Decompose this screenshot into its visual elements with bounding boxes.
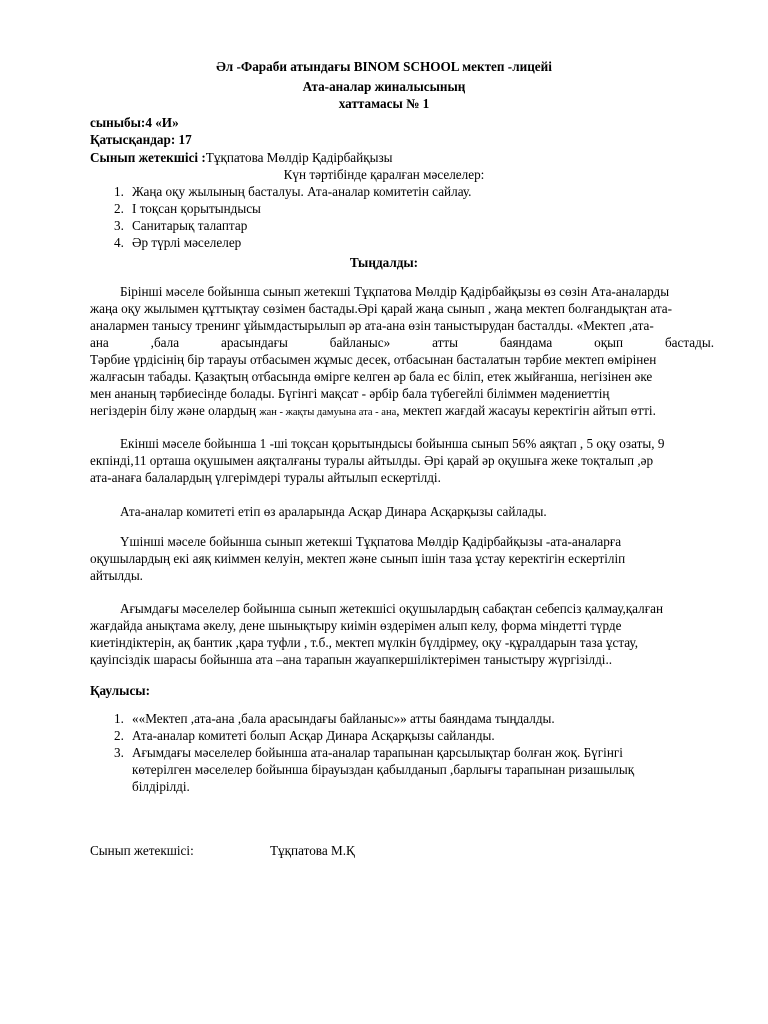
agenda-item: 4. Әр түрлі мәселелер <box>114 235 242 250</box>
agenda-title: Күн тәртібінде қаралған мәселелер: <box>283 167 485 182</box>
decision-item: 2. Ата-аналар комитеті болып Асқар Динара Асқарқызы сайланды. <box>114 728 495 743</box>
meeting-title: Ата-аналар жиналысының <box>302 79 466 94</box>
heard-paragraph-4: Үшінші мәселе бойынша сынып жетекші Тұқпатова Мөлдір Қадірбайқызы -ата-аналарға оқушылардың екі аяқ киіммен келуін, мектеп және сынып ішін таза ұстау керектігін ескертіліп айтылды. <box>90 534 626 583</box>
class-label: сыныбы:4 «И» <box>90 115 179 130</box>
protocol-title: хаттамасы № 1 <box>338 96 430 111</box>
signature-name: Тұқпатова М.Қ <box>270 843 355 858</box>
signature-label: Сынып жетекшісі: <box>90 843 194 858</box>
decision-list <box>90 710 634 795</box>
teacher-row <box>90 149 393 166</box>
justified-line: ана ,бала арасындағы байланыс» атты баяндама оқып бастады. <box>90 335 714 350</box>
school-title: Әл -Фараби атындағы BINOM SCHOOL мектеп -лицейі <box>216 59 552 74</box>
heard-paragraph-2: Екінші мәселе бойынша 1 -ші тоқсан қорытындысы бойынша сынып 56% аяқтап , 5 оқу озаты, 9 екпінді,11 орташа оқушымен аяқталғаны туралы айтылды. Әрі қарай әр оқушыға жеке тоқталып ,әр ата-анаға балалардың үлгерімдері туралы айтылып ескертілді. <box>90 436 665 485</box>
attendees-label: Қатысқандар: 17 <box>90 132 192 147</box>
decision-item: 1. ««Мектеп ,ата-ана ,бала арасындағы байланыс»» атты баяндама тыңдалды. <box>114 711 555 726</box>
agenda-item: 1. Жаңа оқу жылының басталуы. Ата-аналар комитетін сайлау. <box>114 184 472 199</box>
agenda-item: 3. Санитарық талаптар <box>114 218 248 233</box>
agenda-item: 2. I тоқсан қорытындысы <box>114 201 261 216</box>
teacher-label: Сынып жетекшісі : <box>90 150 206 165</box>
heard-title: Тыңдалды: <box>349 255 419 270</box>
decision-title: Қаулысы: <box>90 683 150 698</box>
teacher-name: Тұқпатова Мөлдір Қадірбайқызы <box>205 150 393 165</box>
heard-paragraph-3: Ата-аналар комитеті етіп өз араларында Асқар Динара Асқарқызы сайлады. <box>120 504 547 519</box>
agenda-list <box>90 183 471 251</box>
heard-paragraph-1: Бірінші мәселе бойынша сынып жетекші Тұқпатова Мөлдір Қадірбайқызы өз сөзін Ата-аналарды жаңа оқу жылымен құттықтау сөзімен бастады.Әрі қарай жаңа сынып , жаңа мектеп болғандықтан ата- аналармен танысу тренинг ұйымдастырылып әр ата-ана өзін таныстырудан басталды. «Мектеп ,ата- ана ,бала арасындағы байланыс» атты баяндама оқып бастады. Тәрбие үрдісінің бір тарауы отбасымен жұмыс десек, отбасынан басталатын тәрбие мектеп өмірінен жалғасын табады. Қазақтың отбасында өмірге келген әр бала ес біліп, етек жыйғанша, негізінен әке мен ананың тәрбиесінде болады. Бүгінгі мақсат - әрбір бала түбегейлі біліммен мәдениеттің негіздерін білу және олардың жан - жақты дамуына ата - ана, мектеп жағдай жасауы керектігін айтып өтті. <box>90 284 714 418</box>
heard-paragraph-5: Ағымдағы мәселелер бойынша сынып жетекшісі оқушылардың сабақтан себепсіз қалмау,қалған жағдайда анықтама әкелу, дене шынықтыру киімін өздерімен алып келу, форма міндетті түрде киетіндіктерін, ақ бантик ,қара туфли , т.б., мектеп мүлкін бүлдірмеу, оқу -құралдарын таза ұстау, қауіпсіздік шарасы бойынша ата –ана тарапын жауапкершіліктерімен таныстыру жүргізілді.. <box>90 601 664 667</box>
decision-item: 3. Ағымдағы мәселелер бойынша ата-аналар тарапынан қарсылықтар болған жоқ. Бүгінгі көтерілген мәселелер бойынша бірауыздан қабылданып ,барлығы тарапынан ризашылық білдірілді. <box>114 745 635 794</box>
